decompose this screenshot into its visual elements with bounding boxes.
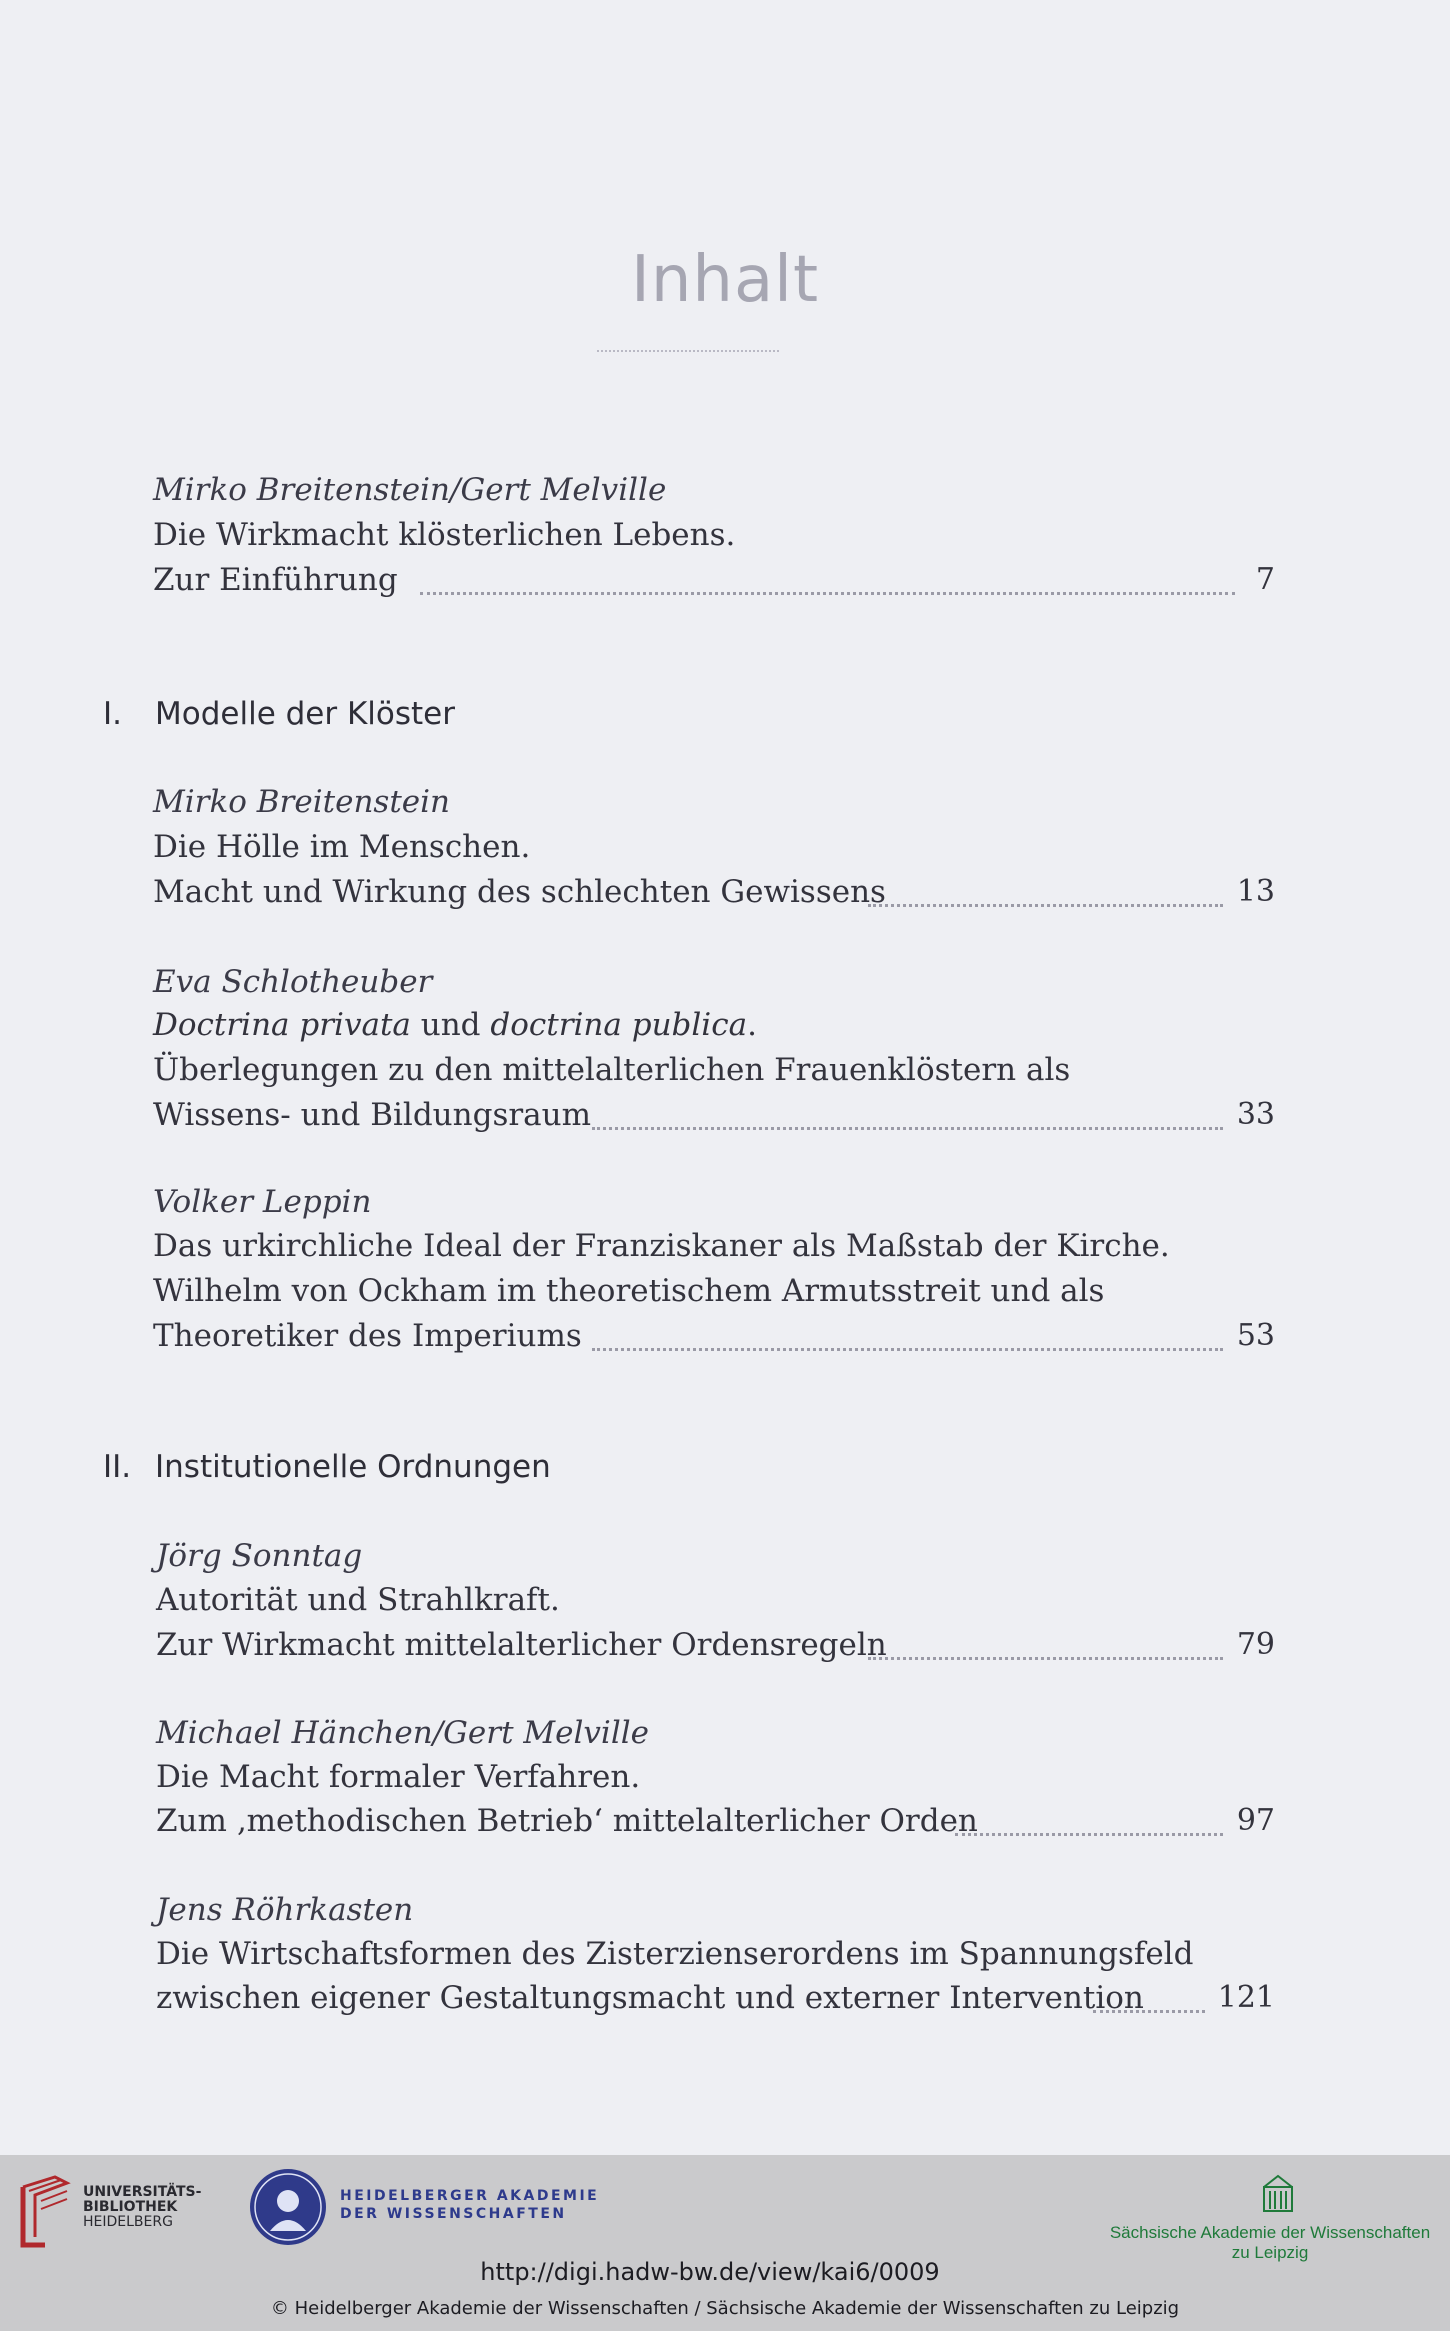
entry-title-line — [153, 1005, 757, 1045]
ub-line: HEIDELBERG — [83, 2214, 173, 2230]
leader-dots — [592, 1348, 1223, 1351]
entry-title-line: Überlegungen zu den mittelalterlichen Frauenklöstern als — [153, 1052, 1071, 1088]
entry-title-line: Die Hölle im Menschen. — [153, 829, 531, 865]
entry-author: Jörg Sonntag — [156, 1538, 363, 1574]
entry-title-line: Macht und Wirkung des schlechten Gewissens — [153, 874, 886, 910]
portrait-icon — [250, 2169, 326, 2245]
entry-author: Jens Röhrkasten — [156, 1892, 414, 1928]
leader-dots — [868, 1657, 1223, 1660]
leader-dots — [955, 1833, 1223, 1836]
page-number: 53 — [1236, 1318, 1275, 1353]
document-url-link[interactable]: http://digi.hadw-bw.de/view/kai6/0009 — [480, 2258, 940, 2286]
entry-author: Volker Leppin — [153, 1184, 372, 1220]
page-number: 121 — [1217, 1980, 1275, 2015]
ub-line: UNIVERSITÄTS- — [83, 2184, 202, 2200]
saw-line: zu Leipzig — [1231, 2243, 1309, 2262]
section-numeral: II. — [103, 1449, 132, 1485]
entry-title-line: Wissens- und Bildungsraum — [153, 1097, 592, 1133]
leader-dots — [420, 592, 1235, 595]
entry-title-line: Zur Wirkmacht mittelalterlicher Ordensregeln — [156, 1627, 887, 1663]
entry-title-line: zwischen eigener Gestaltungsmacht und externer Intervention — [156, 1980, 1144, 2016]
saw-line: Sächsische Akademie der Wissenschaften — [1109, 2223, 1431, 2242]
title-dotted-rule — [597, 350, 779, 352]
title-italic: Doctrina privata — [153, 1007, 411, 1043]
entry-author: Eva Schlotheuber — [153, 964, 433, 1000]
hadw-line: DER WISSENSCHAFTEN — [340, 2206, 567, 2222]
entry-title-line: Zur Einführung — [153, 562, 398, 598]
page-number: 33 — [1236, 1097, 1275, 1132]
section-title: Modelle der Klöster — [155, 696, 455, 732]
university-library-logo-icon[interactable] — [15, 2175, 71, 2251]
hadw-line: HEIDELBERGER AKADEMIE — [340, 2188, 600, 2204]
page-number: 13 — [1236, 874, 1275, 909]
entry-title-line: Wilhelm von Ockham im theoretischem Armutsstreit und als — [153, 1273, 1105, 1309]
section-heading — [103, 694, 455, 734]
entry-author: Mirko Breitenstein — [153, 784, 450, 820]
entry-title-line: Die Macht formaler Verfahren. — [156, 1759, 641, 1795]
entry-title-line: Autorität und Strahlkraft. — [156, 1582, 560, 1618]
page-number: 79 — [1236, 1627, 1275, 1662]
section-title: Institutionelle Ordnungen — [155, 1449, 551, 1485]
page-number: 97 — [1236, 1803, 1275, 1838]
leader-dots — [868, 904, 1223, 907]
footer-bar — [0, 2155, 1450, 2331]
entry-title-line: Theoretiker des Imperiums — [153, 1318, 582, 1354]
page-title: Inhalt — [630, 243, 820, 317]
entry-author: Mirko Breitenstein/Gert Melville — [153, 472, 667, 508]
university-library-name — [83, 2185, 201, 2230]
entry-title-line: Die Wirkmacht klösterlichen Lebens. — [153, 517, 736, 553]
academy-leipzig-building-icon[interactable] — [1262, 2173, 1294, 2213]
section-numeral: I. — [103, 696, 122, 732]
academy-leipzig-name — [1100, 2223, 1440, 2263]
leader-dots — [1093, 2010, 1205, 2013]
entry-title-line: Die Wirtschaftsformen des Zisterzienserordens im Spannungsfeld — [156, 1936, 1194, 1972]
academy-seal-icon[interactable] — [250, 2169, 326, 2245]
section-heading — [103, 1447, 551, 1487]
entry-title-line: Das urkirchliche Ideal der Franziskaner als Maßstab der Kirche. — [153, 1228, 1170, 1264]
entry-author: Michael Hänchen/Gert Melville — [156, 1715, 649, 1751]
copyright-notice: © Heidelberger Akademie der Wissenschaften / Sächsische Akademie der Wissenschaften zu Leipzig — [270, 2298, 1180, 2319]
page-number: 7 — [1255, 562, 1275, 597]
title-connector: und — [410, 1007, 491, 1043]
entry-title-line: Zum ‚methodischen Betrieb‘ mittelalterlicher Orden — [156, 1803, 978, 1839]
title-period: . — [747, 1007, 757, 1043]
title-italic: doctrina publica — [490, 1007, 748, 1043]
leader-dots — [592, 1127, 1223, 1130]
ub-line: BIBLIOTHEK — [83, 2199, 178, 2215]
academy-heidelberg-name — [340, 2187, 599, 2223]
